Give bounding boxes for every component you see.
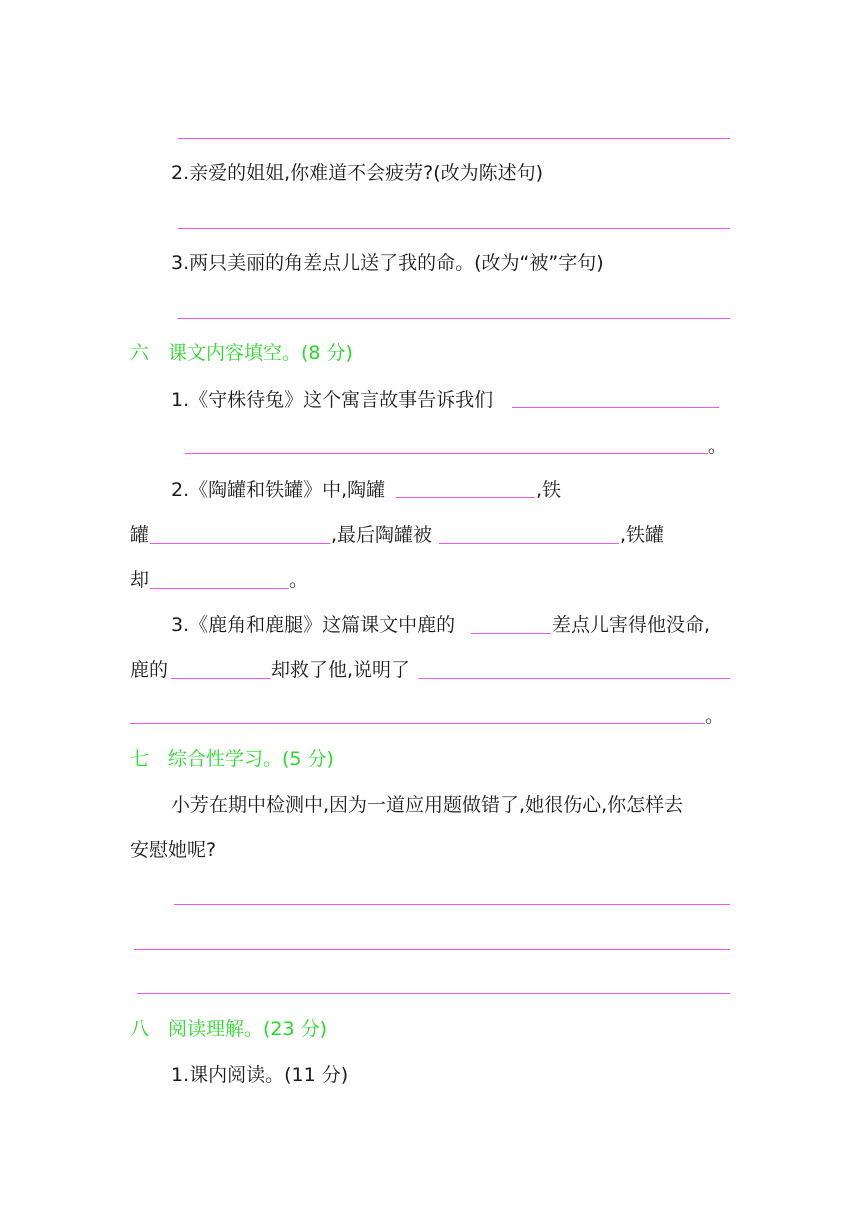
text-fragment: 鹿的 [130, 659, 169, 681]
answer-line[interactable] [137, 993, 730, 994]
fill-blank[interactable] [130, 723, 705, 724]
answer-line[interactable] [174, 904, 730, 905]
question-item: 3.两只美丽的角差点儿送了我的命。(改为“被”字句) [171, 252, 604, 274]
fill-blank[interactable] [471, 633, 551, 634]
fill-blank[interactable] [419, 678, 730, 679]
answer-line[interactable] [178, 138, 730, 139]
text-fragment: 罐 [130, 524, 150, 546]
answer-line[interactable] [178, 228, 730, 229]
sub-question: 1.课内阅读。(11 分) [171, 1064, 349, 1086]
period: 。 [708, 435, 728, 457]
answer-line[interactable] [134, 949, 730, 950]
question-item: 1.《守株待兔》这个寓言故事告诉我们 [171, 389, 494, 411]
fill-blank[interactable] [150, 588, 289, 589]
fill-blank[interactable] [512, 407, 719, 408]
period: 。 [289, 569, 309, 591]
question-text: 安慰她呢? [130, 839, 217, 861]
fill-blank[interactable] [185, 453, 708, 454]
section-heading: 八 阅读理解。(23 分) [130, 1018, 328, 1040]
text-fragment: 却 [130, 569, 150, 591]
fill-blank[interactable] [396, 497, 535, 498]
fill-blank[interactable] [150, 543, 330, 544]
text-fragment: 却救了他,说明了 [271, 659, 411, 681]
question-item: 2.亲爱的姐姐,你难道不会疲劳?(改为陈述句) [171, 162, 544, 184]
question-item: 3.《鹿角和鹿腿》这篇课文中鹿的 [171, 614, 456, 636]
text-fragment: ,最后陶罐被 [331, 524, 433, 546]
section-heading: 六 课文内容填空。(8 分) [130, 342, 353, 364]
question-item: 2.《陶罐和铁罐》中,陶罐 [171, 479, 386, 501]
section-heading: 七 综合性学习。(5 分) [130, 748, 334, 770]
fill-blank[interactable] [439, 543, 619, 544]
text-fragment: ,铁罐 [620, 524, 665, 546]
question-text: 小芳在期中检测中,因为一道应用题做错了,她很伤心,你怎样去 [171, 794, 684, 816]
text-fragment: 差点儿害得他没命, [552, 614, 711, 636]
answer-line[interactable] [178, 318, 730, 319]
text-fragment: ,铁 [536, 479, 562, 501]
period: 。 [705, 705, 725, 727]
fill-blank[interactable] [171, 678, 270, 679]
